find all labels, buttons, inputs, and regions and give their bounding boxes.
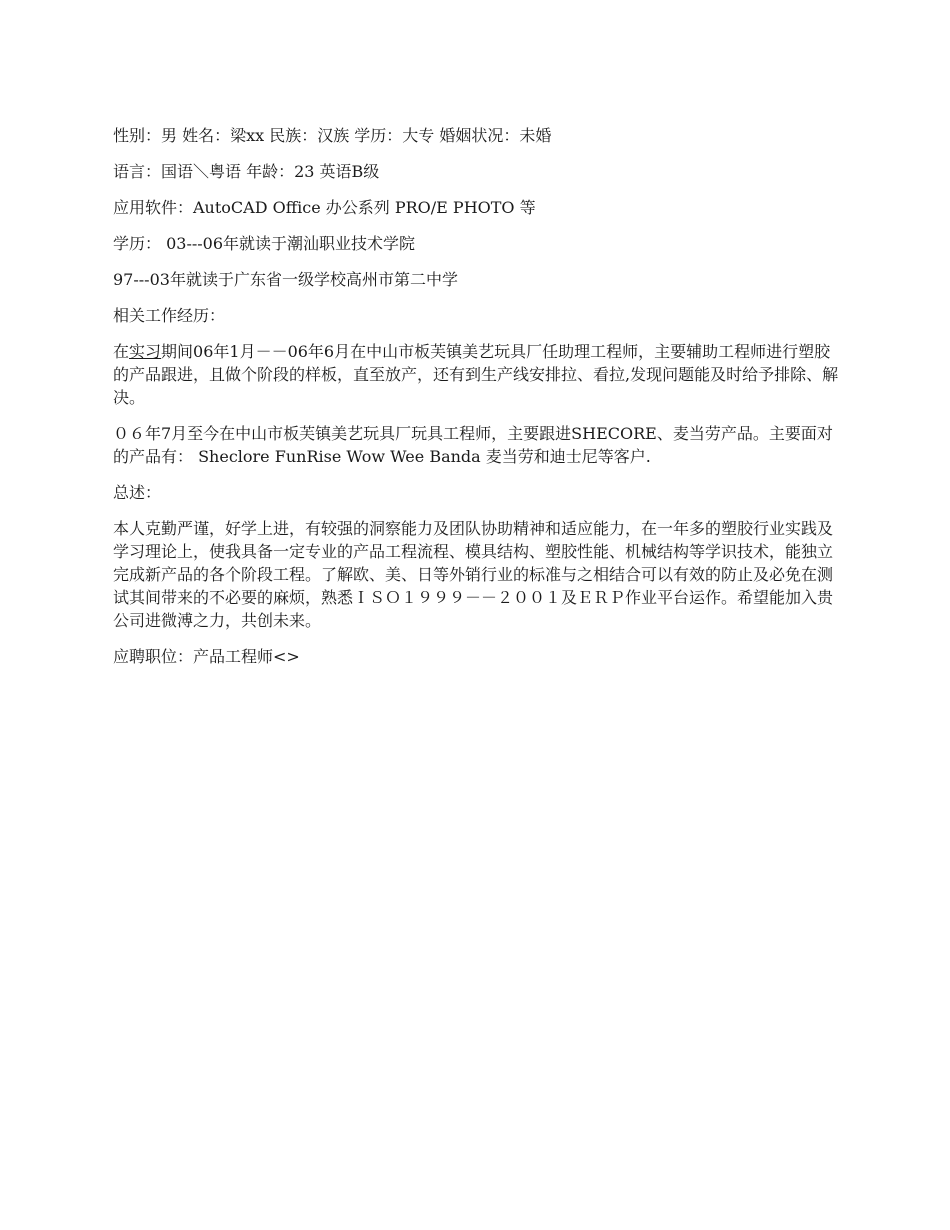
language-age-line: 语言：国语＼粤语 年龄：23 英语B级: [113, 162, 380, 181]
work-experience-internship: [113, 340, 841, 409]
work-experience-current: ０６年7月至今在中山市板芙镇美艺玩具厂玩具工程师，主要跟进SHECORE、麦当劳产品。主要面对的产品有： Sheclore FunRise Wow Wee Banda 麦当劳和迪士尼等客户.: [113, 424, 833, 466]
summary-paragraph: 本人克勤严谨，好学上进，有较强的洞察能力及团队协助精神和适应能力，在一年多的塑胶行业实践及学习理论上，使我具备一定专业的产品工程流程、模具结构、塑胶性能、机械结构等学识技术，能独立完成新产品的各个阶段工程。了解欧、美、日等外销行业的标准与之相结合可以有效的防止及必免在测试其间带来的不必要的麻烦，熟悉ＩＳＯ１９９９－－２００１及ＥＲＰ作业平台运作。希望能加入贵公司进微溥之力，共创未来。: [113, 519, 834, 630]
position-line: 应聘职位：产品工程师<>: [113, 647, 300, 666]
basic-info-line: 性别：男 姓名：梁xx 民族：汉族 学历：大专 婚姻状况：未婚: [113, 126, 552, 145]
software-line: 应用软件：AutoCAD Office 办公系列 PRO/E PHOTO 等: [113, 198, 536, 217]
education-line-highschool: 97---03年就读于广东省一级学校高州市第二中学: [113, 270, 458, 289]
internship-link[interactable]: 实习: [129, 342, 162, 361]
work-experience-heading: 相关工作经历：: [113, 306, 226, 325]
education-line-college: 学历： 03---06年就读于潮汕职业技术学院: [113, 234, 416, 253]
work-internship-text: 期间06年1月－－06年6月在中山市板芙镇美艺玩具厂任助理工程师，主要辅助工程师进行塑胶的产品跟进，且做个阶段的样板，直至放产，还有到生产线安排拉、看拉,发现问题能及时给予排除、解决。: [113, 342, 839, 407]
document-page: [113, 124, 841, 681]
summary-heading: 总述：: [113, 483, 162, 502]
work-prefix: 在: [113, 342, 130, 361]
